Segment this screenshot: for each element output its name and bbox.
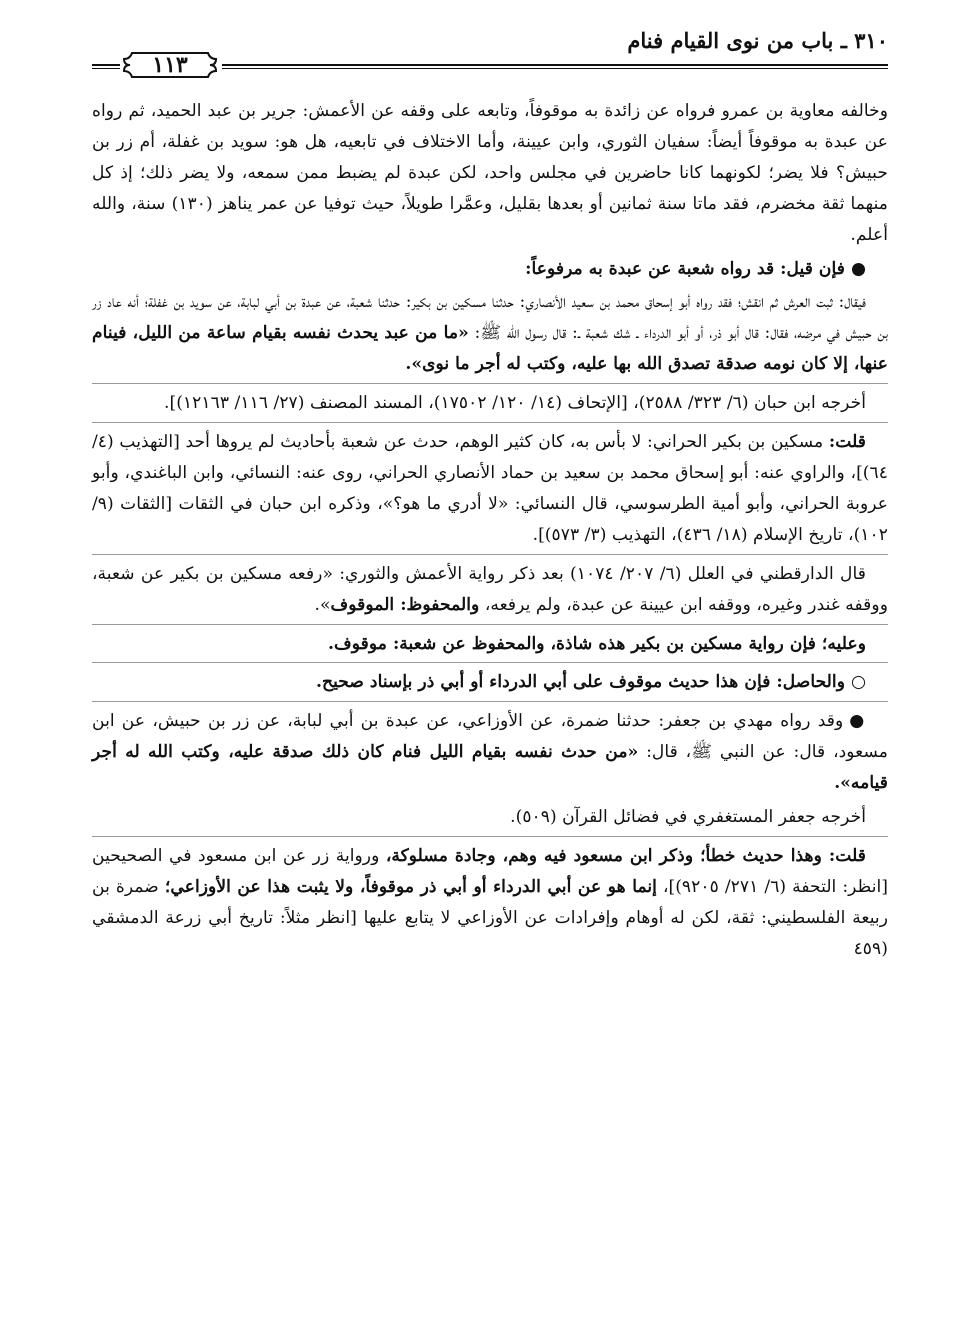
page-number-badge (122, 50, 218, 80)
separator (92, 624, 888, 625)
hadith-text: «ما من عبد يحدث نفسه بقيام ساعة من الليل، فينام عنها، إلا كان نومه صدقة تصدق الله بها عليه، وكتب له أجر ما نوى». (92, 323, 888, 375)
paragraph-takhrij-1: أخرجه ابن حبان (٦/ ٣٢٣/ ٢٥٨٨)، [الإتحاف (١٤/ ١٢٠/ ١٧٥٠٢)، المسند المصنف (٢٧/ ١١٦/ ١٢١٦٣)]. (164, 393, 866, 414)
header-rule-left (92, 64, 120, 69)
separator (92, 662, 888, 663)
running-title: ٣١٠ ـ باب من نوى القيام فنام (627, 28, 888, 53)
paragraph-summary (92, 667, 888, 698)
variant-text: وقد رواه مهدي بن جعفر: حدثنا ضمرة، عن الأوزاعي، عن عبدة بن أبي لبابة، عن زر بن حبيش، عن ابن مسعود، قال: عن النبي ﷺ، قال: (92, 711, 888, 763)
daraqutni-bold: والمحفوظ: الموقوف (330, 594, 480, 615)
paragraph-daraqutni (92, 559, 888, 621)
separator (92, 836, 888, 837)
separator (92, 554, 888, 555)
header-rule-right (222, 64, 888, 69)
comment2-text-2: ضمرة بن ربيعة الفلسطيني: ثقة، لكن له أوهام وإفرادات عن الأوزاعي لا يتابع عليها [انظر مثلاً: تاريخ أبي زرعة الدمشقي (٤٥٩ (92, 876, 888, 959)
comment2-bold-1: قلت: وهذا حديث خطأ؛ وذكر ابن مسعود فيه وهم، وجادة مسلوكة، (385, 845, 867, 866)
daraqutni-end: ». (314, 594, 331, 615)
paragraph-question (92, 254, 888, 285)
variant-hadith: «من حدث نفسه بقيام الليل فنام كان ذلك صدقة عليه، وكتب الله له أجر قيامه». (92, 742, 888, 794)
paragraph-takhrij-2: أخرجه جعفر المستغفري في فضائل القرآن (٥٠٩). (510, 807, 866, 828)
summary-text: والحاصل: فإن هذا حديث موقوف على أبي الدرداء أو أبي ذر بإسناد صحيح. (315, 672, 845, 693)
separator (92, 383, 888, 384)
paragraph-comment-2 (92, 841, 888, 965)
bullet-icon: ● (849, 711, 866, 732)
circle-bullet-icon: ○ (851, 672, 866, 693)
paragraph-1: وخالفه معاوية بن عمرو فرواه عن زائدة به موقوفاً، وتابعه على وقفه عن الأعمش: جرير بن عبد الحميد، ثم رواه عن عبدة به موقوفاً أيضاً: سفيان الثوري، وابن عيينة، وأما الاختلاف في تابعيه، هل هو: سويد بن غفلة، أم زر بن حبيش؟ فلا يضر؛ لكونهما كانا حاضرين في مجلس واحد، لكن عبدة لم يضبط ممن سمعه، ولا يضر ذلك؛ إذ كل منهما ثقة مخضرم، فقد ماتا سنة ثمانين أو بعدها بقليل، وعمَّرا طويلاً، حيث توفيا عن عمر يناهز (١٣٠) سنة، والله أعلم. (92, 101, 888, 245)
bullet-icon: ● (851, 258, 866, 279)
paragraph-conclusion-1: وعليه؛ فإن رواية مسكين بن بكير هذه شاذة، والمحفوظ عن شعبة: موقوف. (328, 633, 866, 654)
question-text: فإن قيل: قد رواه شعبة عن عبدة به مرفوعاً: (525, 258, 845, 279)
paragraph-answer (92, 287, 888, 380)
comment-lead: قلت: (828, 432, 866, 453)
answer-text: فيقال: ثبت العرش ثم انقش؛ فقد رواه أبو إسحاق محمد بن سعيد الأنصاري: حدثنا مسكين بن بكير: حدثنا شعبة، عن عبدة بن أبي لبابة، عن سويد بن غفلة؛ أنه عاد زر بن حبيش في مرضه، فقال: قال أبو ذر، أو أبو الدرداء ـ شك شعبة ـ: قال رسول الله ﷺ: (92, 292, 888, 344)
daraqutni-text: قال الدارقطني في العلل (٦/ ٢٠٧/ ١٠٧٤) بعد ذكر رواية الأعمش والثوري: «رفعه مسكين بن بكير عن شعبة، ووقفه غندر وغيره، ووقفه ابن عيينة عن عبدة، ولم يرفعه، (92, 563, 888, 615)
body-text (92, 96, 888, 968)
comment-text: مسكين بن بكير الحراني: لا بأس به، كان كثير الوهم، حدث عن شعبة بأحاديث لم يروها أحد [التهذيب (٤/ ٦٤)]، والراوي عنه: أبو إسحاق محمد بن سعيد بن حماد الأنصاري الحراني، روى عنه: النسائي، وابن الباغندي، وأبو عروبة الحراني، وأبو أمية الطرسوسي، قال النسائي: «لا أدري ما هو؟»، وذكره ابن حبان في الثقات [الثقات (٩/ ١٠٢)، تاريخ الإسلام (١٨/ ٤٣٦)، التهذيب (٣/ ٥٧٣)]. (92, 432, 888, 545)
separator (92, 701, 888, 702)
paragraph-comment-1 (92, 427, 888, 551)
page-number: ١١٣ (152, 52, 188, 78)
paragraph-variant (92, 706, 888, 799)
comment2-bold-2: إنما هو عن أبي الدرداء أو أبي ذر موقوفاً، ولا يثبت هذا عن الأوزاعي؛ (164, 876, 657, 897)
page-header (92, 28, 888, 80)
comment2-text-1: ورواية زر عن ابن مسعود في الصحيحين [انظر: التحفة (٦/ ٢٧١/ ٩٢٠٥)]، (92, 845, 888, 897)
separator (92, 422, 888, 423)
